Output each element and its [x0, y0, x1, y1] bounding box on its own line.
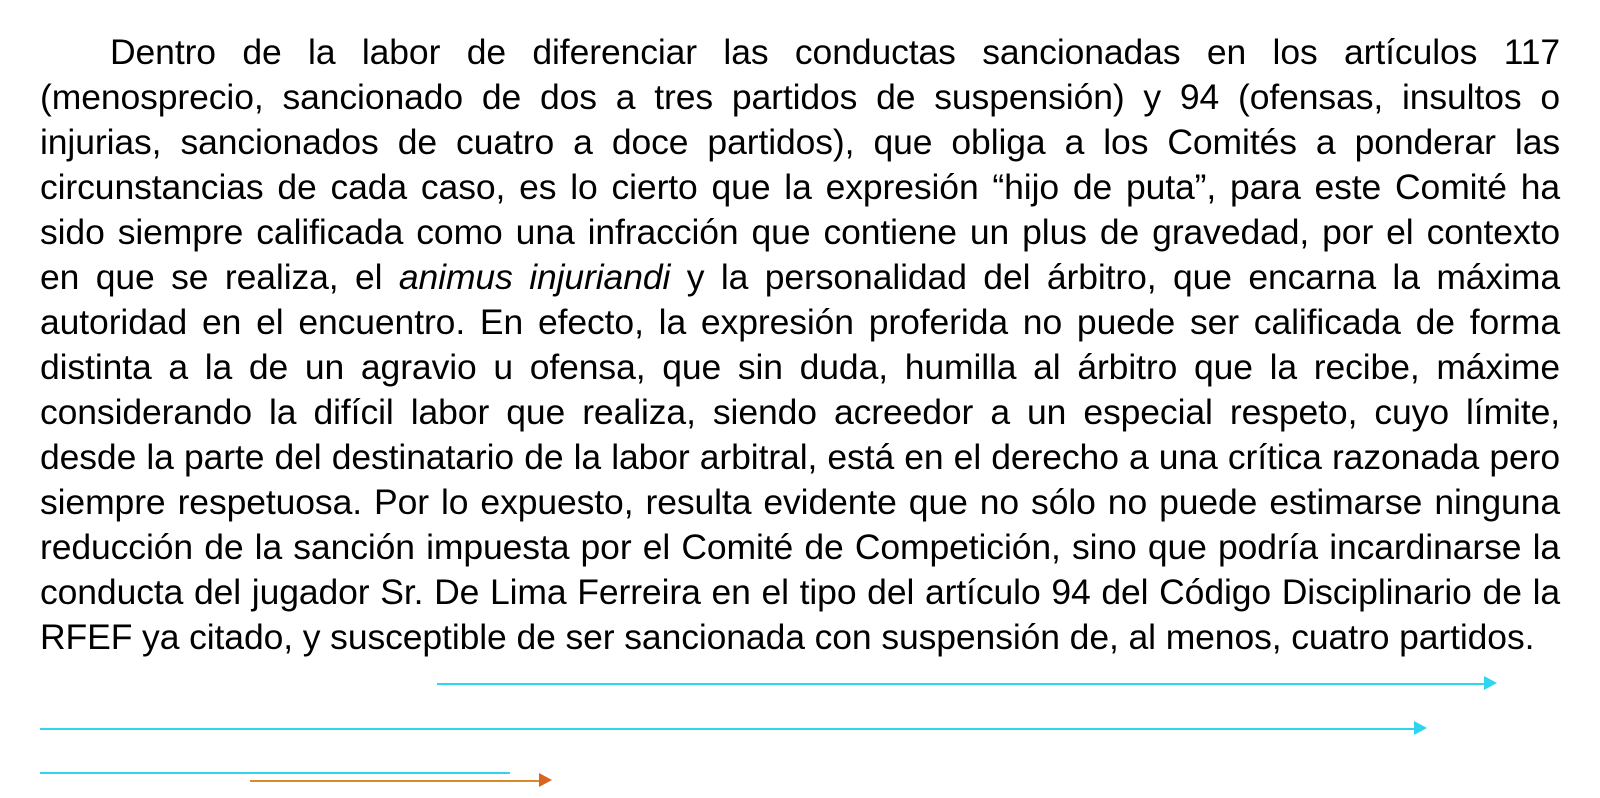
paragraph-text-part-1: Dentro de la labor de diferenciar las conductas sancionadas en los artículos 117 (menosprecio, sancionado de dos a tres partidos de suspensión) y 94 (ofensas, insultos o injurias, sancionados de cuatro a doce partidos), que obliga a los Comités a ponderar las circunstancias de cada caso, es lo cierto que la expresión “hijo de puta”, para este Comité ha sido siempre calificada como una infracción que contiene un plus de gravedad, por el contexto en que se realiza, el	[40, 32, 1560, 297]
paragraph-emphasis: animus injuriandi	[398, 257, 671, 297]
underline-annotation-3	[40, 772, 510, 774]
arrow-head-icon-3	[539, 773, 552, 787]
arrow-head-icon-1	[1484, 676, 1497, 690]
paragraph-text-part-2: y la personalidad del árbitro, que encarna la máxima autoridad en el encuentro. En efecto, la expresión proferida no puede ser calificada de forma distinta a la de un agravio u ofensa, que sin duda, humilla al árbitro que la recibe, máxime considerando la difícil labor que realiza, siendo acreedor a un especial respeto, cuyo límite, desde la parte del destinatario de la labor arbitral, está en el derecho a una crítica razonada pero siempre respetuosa. Por lo expuesto, resulta evidente que no sólo no puede estimarse ninguna reducción de la sanción impuesta por el Comité de Competición, sino que podría incardinarse la conducta del jugador Sr. De Lima Ferreira en el tipo del artículo 94 del Código Disciplinario de la RFEF ya citado, y susceptible de ser sancionada con suspensión de, al menos, cuatro partidos.	[40, 257, 1560, 657]
underline-annotation-1	[437, 683, 1485, 685]
arrow-annotation-orange	[250, 780, 540, 782]
underline-annotation-2	[40, 728, 1415, 730]
paragraph-body	[40, 30, 1560, 660]
arrow-head-icon-2	[1414, 721, 1427, 735]
